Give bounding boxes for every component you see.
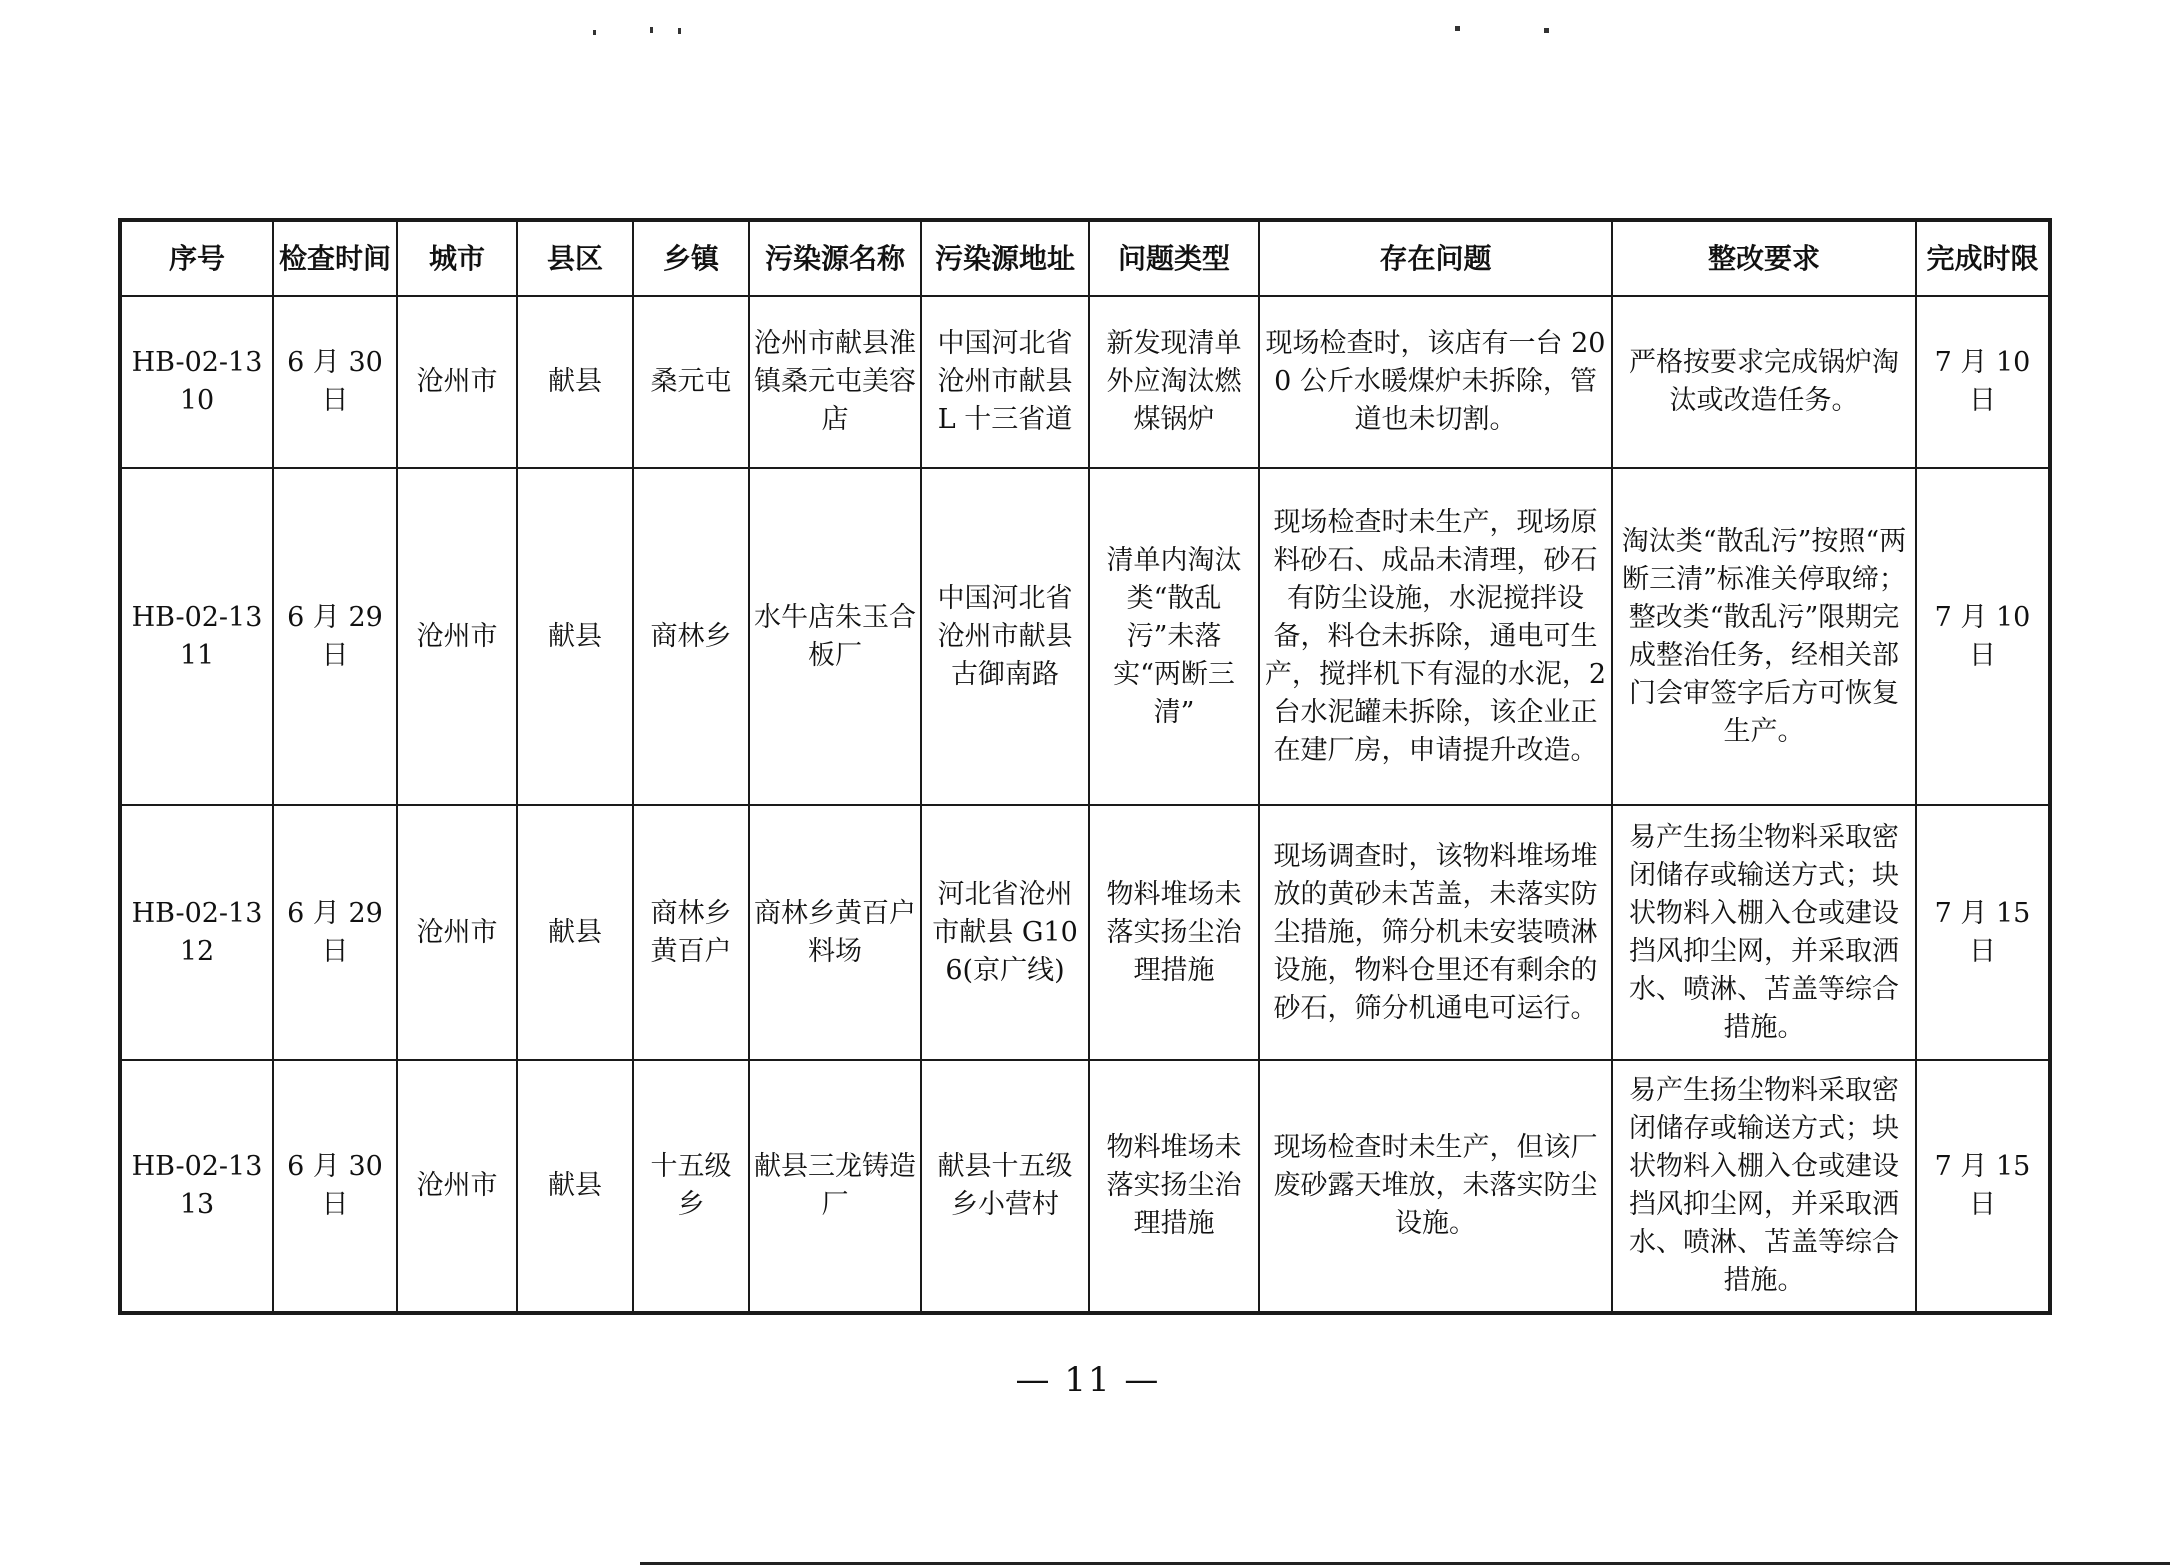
header-problem-type: 问题类型 bbox=[1089, 220, 1259, 296]
header-town: 乡镇 bbox=[633, 220, 749, 296]
cell-town: 商林乡 bbox=[633, 468, 749, 805]
cell-date: 6 月 29 日 bbox=[273, 468, 397, 805]
cell-source-address: 献县十五级乡小营村 bbox=[921, 1060, 1089, 1313]
cell-serial: HB-02-1312 bbox=[120, 805, 273, 1060]
scan-edge-line bbox=[640, 1562, 2170, 1565]
cell-county: 献县 bbox=[517, 1060, 633, 1313]
cell-source-address: 河北省沧州市献县 G106(京广线) bbox=[921, 805, 1089, 1060]
cell-serial: HB-02-1311 bbox=[120, 468, 273, 805]
cell-source-name: 水牛店朱玉合板厂 bbox=[749, 468, 921, 805]
cell-source-name: 献县三龙铸造厂 bbox=[749, 1060, 921, 1313]
cell-problem: 现场检查时未生产，但该厂废砂露天堆放，未落实防尘设施。 bbox=[1259, 1060, 1612, 1313]
cell-problem-type: 物料堆场未落实扬尘治理措施 bbox=[1089, 1060, 1259, 1313]
cell-city: 沧州市 bbox=[397, 468, 517, 805]
cell-requirement: 易产生扬尘物料采取密闭储存或输送方式；块状物料入棚入仓或建设挡风抑尘网，并采取洒水、喷淋、苫盖等综合措施。 bbox=[1612, 805, 1916, 1060]
header-city: 城市 bbox=[397, 220, 517, 296]
page-number: — 11 — bbox=[1015, 1360, 1161, 1400]
cell-requirement: 淘汰类“散乱污”按照“两断三清”标准关停取缔；整改类“散乱污”限期完成整治任务，经相关部门会审签字后方可恢复生产。 bbox=[1612, 468, 1916, 805]
table-row bbox=[120, 1060, 2050, 1313]
cell-requirement: 严格按要求完成锅炉淘汰或改造任务。 bbox=[1612, 296, 1916, 468]
cell-town: 商林乡黄百户 bbox=[633, 805, 749, 1060]
cell-county: 献县 bbox=[517, 805, 633, 1060]
cell-problem: 现场检查时未生产，现场原料砂石、成品未清理，砂石有防尘设施，水泥搅拌设备，料仓未拆除，通电可生产，搅拌机下有湿的水泥，2 台水泥罐未拆除，该企业正在建厂房，申请提升改造。 bbox=[1259, 468, 1612, 805]
inspection-table bbox=[118, 218, 2052, 1315]
header-inspection-date: 检查时间 bbox=[273, 220, 397, 296]
cell-problem-type: 物料堆场未落实扬尘治理措施 bbox=[1089, 805, 1259, 1060]
header-problem: 存在问题 bbox=[1259, 220, 1612, 296]
cell-source-name: 商林乡黄百户料场 bbox=[749, 805, 921, 1060]
cell-deadline: 7 月 10 日 bbox=[1916, 296, 2050, 468]
cell-problem-type: 新发现清单外应淘汰燃煤锅炉 bbox=[1089, 296, 1259, 468]
table-row bbox=[120, 468, 2050, 805]
table-row bbox=[120, 296, 2050, 468]
scan-specks bbox=[0, 0, 2176, 80]
table-row bbox=[120, 805, 2050, 1060]
cell-date: 6 月 30 日 bbox=[273, 1060, 397, 1313]
header-requirement: 整改要求 bbox=[1612, 220, 1916, 296]
table-header-row bbox=[120, 220, 2050, 296]
header-source-address: 污染源地址 bbox=[921, 220, 1089, 296]
cell-problem: 现场检查时，该店有一台 200 公斤水暖煤炉未拆除，管道也未切割。 bbox=[1259, 296, 1612, 468]
cell-serial: HB-02-1313 bbox=[120, 1060, 273, 1313]
cell-source-address: 中国河北省沧州市献县古御南路 bbox=[921, 468, 1089, 805]
cell-city: 沧州市 bbox=[397, 296, 517, 468]
header-deadline: 完成时限 bbox=[1916, 220, 2050, 296]
cell-city: 沧州市 bbox=[397, 1060, 517, 1313]
cell-requirement: 易产生扬尘物料采取密闭储存或输送方式；块状物料入棚入仓或建设挡风抑尘网，并采取洒水、喷淋、苫盖等综合措施。 bbox=[1612, 1060, 1916, 1313]
cell-source-name: 沧州市献县淮镇桑元屯美容店 bbox=[749, 296, 921, 468]
cell-city: 沧州市 bbox=[397, 805, 517, 1060]
cell-problem-type: 清单内淘汰类“散乱污”未落实“两断三清” bbox=[1089, 468, 1259, 805]
cell-town: 桑元屯 bbox=[633, 296, 749, 468]
cell-deadline: 7 月 10 日 bbox=[1916, 468, 2050, 805]
cell-problem: 现场调查时，该物料堆场堆放的黄砂未苫盖，未落实防尘措施，筛分机未安装喷淋设施，物料仓里还有剩余的砂石，筛分机通电可运行。 bbox=[1259, 805, 1612, 1060]
header-county: 县区 bbox=[517, 220, 633, 296]
cell-source-address: 中国河北省沧州市献县 L 十三省道 bbox=[921, 296, 1089, 468]
cell-county: 献县 bbox=[517, 296, 633, 468]
header-source-name: 污染源名称 bbox=[749, 220, 921, 296]
cell-deadline: 7 月 15 日 bbox=[1916, 1060, 2050, 1313]
cell-deadline: 7 月 15 日 bbox=[1916, 805, 2050, 1060]
cell-serial: HB-02-1310 bbox=[120, 296, 273, 468]
header-serial: 序号 bbox=[120, 220, 273, 296]
cell-date: 6 月 30 日 bbox=[273, 296, 397, 468]
cell-county: 献县 bbox=[517, 468, 633, 805]
cell-town: 十五级乡 bbox=[633, 1060, 749, 1313]
cell-date: 6 月 29 日 bbox=[273, 805, 397, 1060]
